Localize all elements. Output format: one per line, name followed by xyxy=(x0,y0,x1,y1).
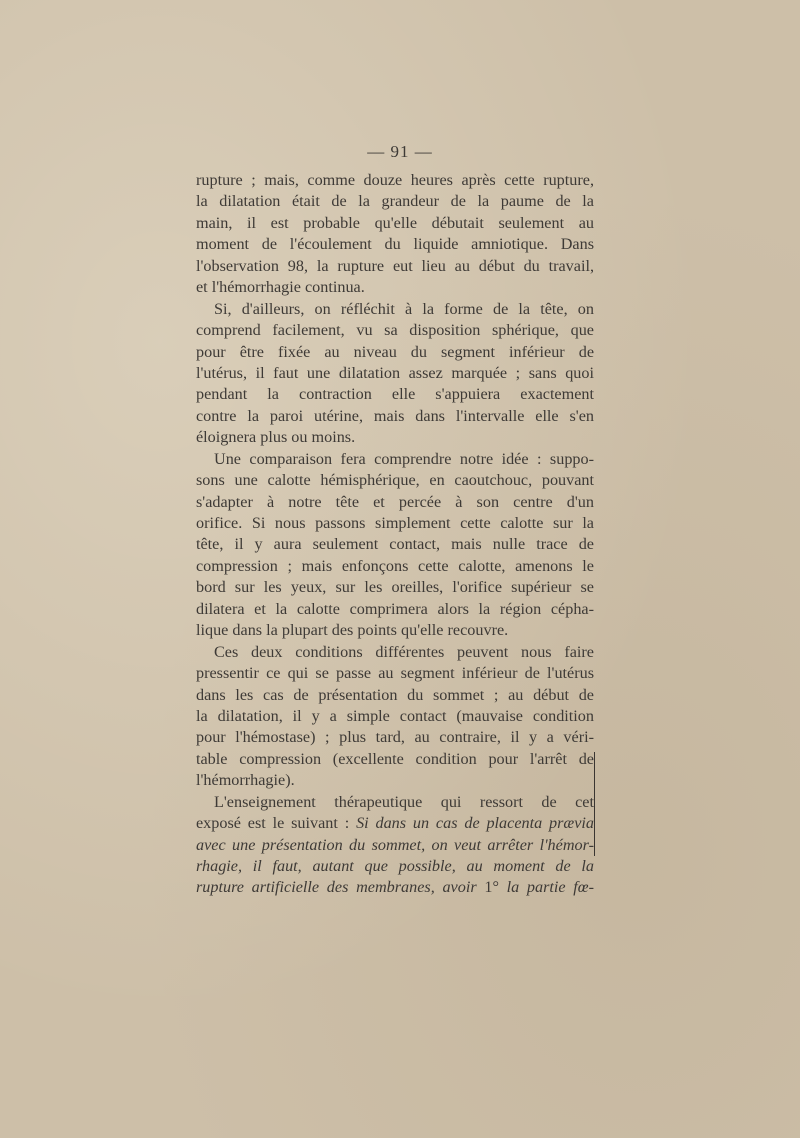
text-segment: pour être fixée au niveau du segment inférieur de xyxy=(196,342,594,361)
text-line xyxy=(196,534,594,555)
text-line xyxy=(196,320,594,341)
text-segment: table compression (excellente condition pour l'arrêt de xyxy=(196,749,594,768)
text-segment: l'observation 98, la rupture eut lieu au début du travail, xyxy=(196,256,594,275)
text-line xyxy=(196,384,594,405)
text-line xyxy=(196,663,594,684)
text-line xyxy=(196,342,594,363)
text-segment: pour l'hémostase) ; plus tard, au contraire, il y a véri- xyxy=(196,728,594,747)
text-segment: l'hémorrhagie). xyxy=(196,771,295,790)
text-segment: rupture ; mais, comme douze heures après cette rupture, xyxy=(196,171,594,189)
text-line xyxy=(196,513,594,534)
text-segment: s'adapter à notre tête et percée à son centre d'un xyxy=(196,492,594,511)
text-segment: l'utérus, il faut une dilatation assez marquée ; sans quoi xyxy=(196,363,594,382)
text-segment: Une comparaison fera comprendre notre idée : suppo- xyxy=(214,449,594,468)
text-line xyxy=(196,363,594,384)
text-segment: éloignera plus ou moins. xyxy=(196,428,356,447)
text-segment: et l'hémorrhagie continua. xyxy=(196,278,365,297)
text-line xyxy=(196,277,594,298)
text-line xyxy=(196,792,594,813)
text-line xyxy=(196,642,594,663)
text-line xyxy=(196,599,594,620)
text-segment: dilatera et la calotte comprimera alors la région cépha- xyxy=(196,599,594,618)
text-segment: Ces deux conditions différentes peuvent nous faire xyxy=(214,642,594,661)
text-line xyxy=(196,620,594,641)
text-line xyxy=(196,685,594,706)
text-segment: pendant la contraction elle s'appuiera exactement xyxy=(196,385,594,404)
text-line xyxy=(196,727,594,748)
text-line xyxy=(196,835,594,856)
text-segment: Si, d'ailleurs, on réfléchit à la forme de la tête, on xyxy=(214,299,594,318)
text-segment: la dilatation était de la grandeur de la paume de la xyxy=(196,192,594,211)
text-line xyxy=(196,877,594,898)
text-line xyxy=(196,170,594,191)
text-segment: moment de l'écoulement du liquide amniotique. Dans xyxy=(196,235,594,254)
text-segment: exposé est le suivant : xyxy=(196,814,357,833)
text-line xyxy=(196,706,594,727)
text-line xyxy=(196,856,594,877)
text-line xyxy=(196,213,594,234)
text-segment: L'enseignement thérapeutique qui ressort de cet xyxy=(214,792,594,811)
text-line xyxy=(196,470,594,491)
text-segment: main, il est probable qu'elle débutait seulement au xyxy=(196,213,594,232)
text-segment: 1° xyxy=(484,878,507,897)
text-segment: compression ; mais enfonçons cette calotte, amenons le xyxy=(196,556,594,575)
text-line xyxy=(196,299,594,320)
italic-text: Si dans un cas de placenta prævia xyxy=(356,814,595,833)
text-segment: dans les cas de présentation du sommet ; au début de xyxy=(196,685,594,704)
italic-text: la partie fœ- xyxy=(506,878,594,897)
text-segment: sons une calotte hémisphérique, en caoutchouc, pouvant xyxy=(196,471,594,490)
text-line xyxy=(196,577,594,598)
text-line xyxy=(196,427,594,448)
margin-line xyxy=(594,752,595,856)
text-line xyxy=(196,449,594,470)
text-line xyxy=(196,770,594,791)
text-segment: orifice. Si nous passons simplement cette calotte sur la xyxy=(196,514,594,532)
text-line xyxy=(196,813,594,834)
text-line xyxy=(196,749,594,770)
text-line xyxy=(196,406,594,427)
text-line xyxy=(196,256,594,277)
text-line xyxy=(196,492,594,513)
text-segment: contre la paroi utérine, mais dans l'intervalle elle s'en xyxy=(196,406,594,425)
text-line xyxy=(196,556,594,577)
text-segment: tête, il y aura seulement contact, mais nulle trace de xyxy=(196,535,594,554)
body-text xyxy=(196,170,594,899)
text-line xyxy=(196,191,594,212)
page-number: — 91 — xyxy=(367,142,433,161)
text-segment: bord sur les yeux, sur les oreilles, l'orifice supérieur se xyxy=(196,578,594,597)
text-segment: comprend facilement, vu sa disposition sphérique, que xyxy=(196,321,594,340)
text-segment: pressentir ce qui se passe au segment inférieur de l'utérus xyxy=(196,664,594,683)
text-segment: la dilatation, il y a simple contact (mauvaise condition xyxy=(196,706,594,725)
italic-text: rupture artificielle des membranes, avoir xyxy=(196,878,485,897)
italic-text: rhagie, il faut, autant que possible, au moment de la xyxy=(196,857,594,875)
text-line xyxy=(196,234,594,255)
italic-text: avec une présentation du sommet, on veut arrêter l'hémor- xyxy=(196,835,594,854)
text-segment: lique dans la plupart des points qu'elle recouvre. xyxy=(196,621,509,640)
